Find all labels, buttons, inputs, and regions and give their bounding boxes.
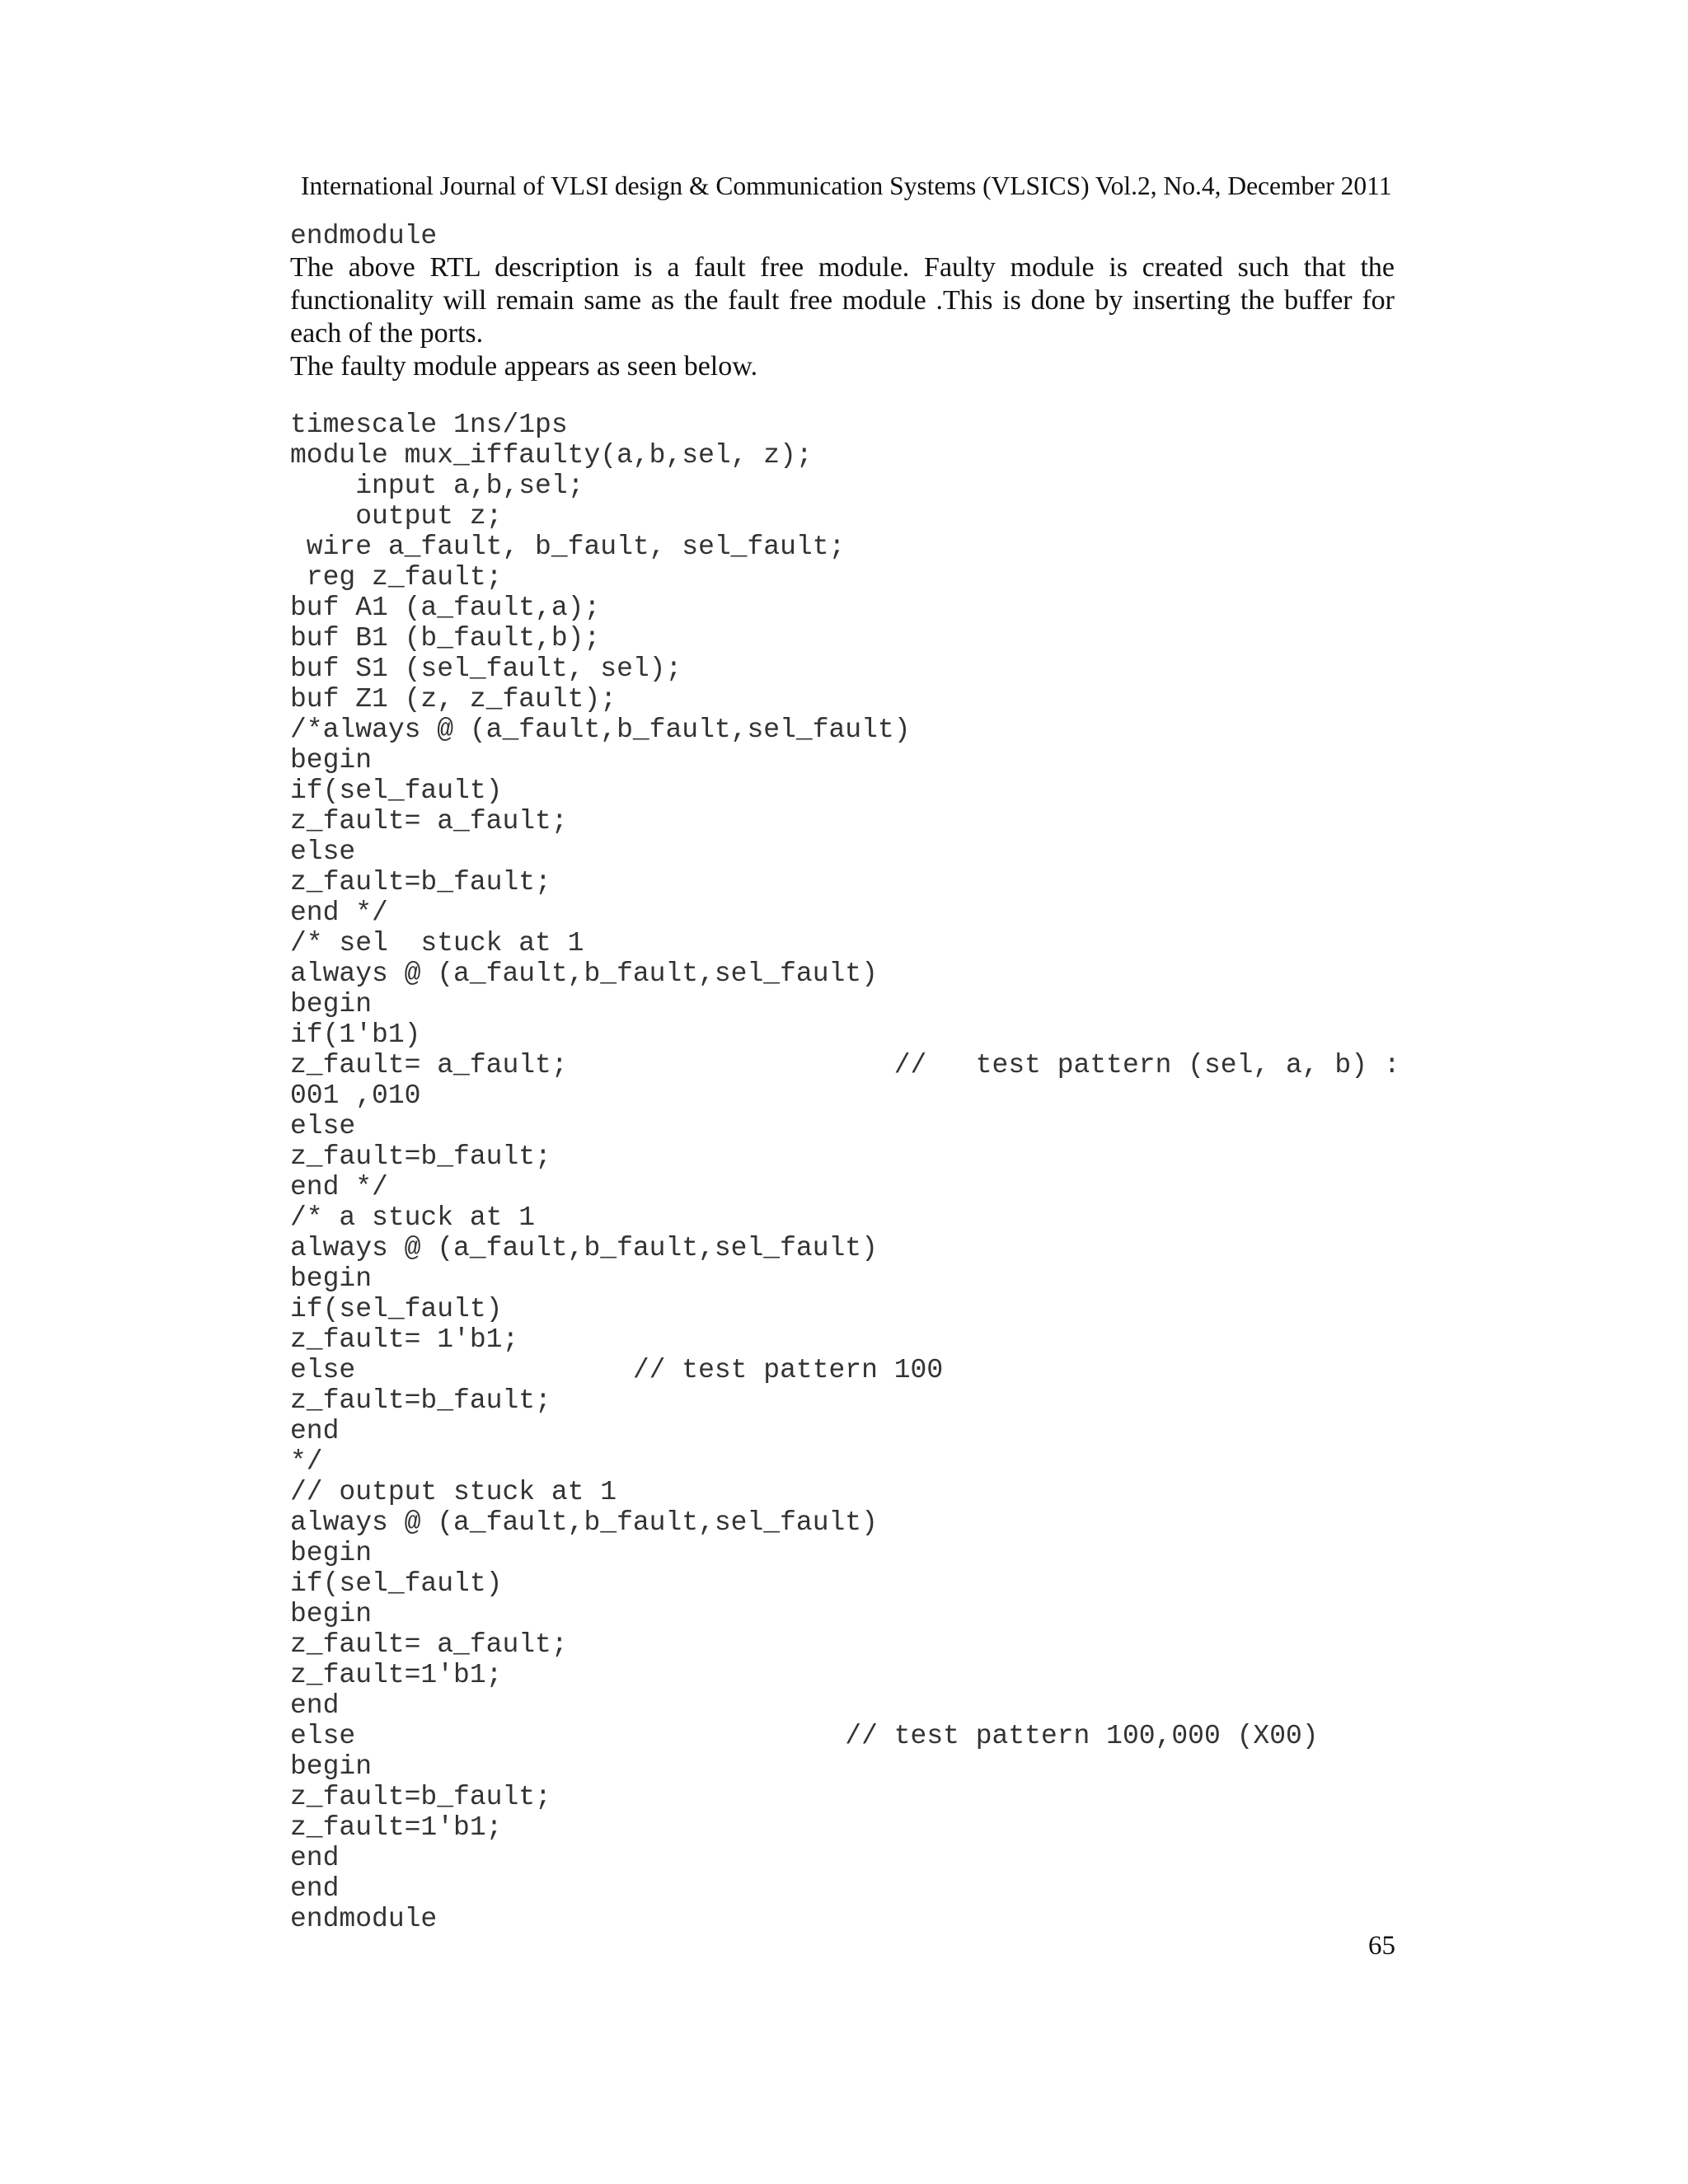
code-line: module mux_iffaulty(a,b,sel, z); — [290, 440, 813, 471]
code-line: /*always @ (a_fault,b_fault,sel_fault) — [290, 715, 911, 745]
code-line: if(sel_fault) — [290, 1294, 503, 1324]
code-line: buf A1 (a_fault,a); — [290, 593, 601, 623]
code-line: begin — [290, 1263, 373, 1294]
code-line: end — [290, 1843, 340, 1873]
code-line: wire a_fault, b_fault, sel_fault; — [290, 532, 846, 562]
body-line: The faulty module appears as seen below. — [290, 351, 758, 382]
code-line: if(sel_fault) — [290, 1568, 503, 1599]
code-line: z_fault=b_fault; — [290, 1782, 551, 1812]
code-line: z_fault=b_fault; — [290, 1385, 551, 1416]
code-line-endmodule: endmodule — [290, 221, 438, 251]
code-line: z_fault= a_fault; // test pattern (sel, a, b) : — [290, 1050, 1400, 1080]
code-line: end — [290, 1873, 340, 1904]
code-line: always @ (a_fault,b_fault,sel_fault) — [290, 1507, 878, 1538]
code-line: endmodule — [290, 1904, 438, 1934]
code-line: buf Z1 (z, z_fault); — [290, 684, 617, 715]
code-line: z_fault=1'b1; — [290, 1812, 503, 1843]
code-line: begin — [290, 1538, 373, 1568]
code-line: begin — [290, 989, 373, 1019]
code-line: begin — [290, 1751, 373, 1782]
code-line: end — [290, 1416, 340, 1446]
code-line: always @ (a_fault,b_fault,sel_fault) — [290, 958, 878, 989]
code-line: else — [290, 837, 356, 867]
code-line: timescale 1ns/1ps — [290, 410, 568, 440]
code-line: output z; — [290, 501, 503, 532]
code-line: if(1'b1) — [290, 1019, 421, 1050]
code-line: begin — [290, 1599, 373, 1629]
code-line: end — [290, 1690, 340, 1721]
code-line: buf S1 (sel_fault, sel); — [290, 654, 682, 684]
code-line: // output stuck at 1 — [290, 1477, 617, 1507]
code-line: z_fault=b_fault; — [290, 867, 551, 898]
code-line: reg z_fault; — [290, 562, 503, 593]
code-line: end */ — [290, 898, 388, 928]
intro-block — [290, 221, 1395, 383]
code-line: z_fault=b_fault; — [290, 1141, 551, 1172]
code-listing — [290, 410, 1411, 1934]
code-line: always @ (a_fault,b_fault,sel_fault) — [290, 1233, 878, 1263]
code-line: else — [290, 1111, 356, 1141]
code-line: 001 ,010 — [290, 1080, 421, 1111]
code-line: z_fault= a_fault; — [290, 806, 568, 837]
code-line: else // test pattern 100 — [290, 1355, 944, 1385]
code-line: z_fault=1'b1; — [290, 1660, 503, 1690]
code-line: */ — [290, 1446, 323, 1477]
code-line: z_fault= 1'b1; — [290, 1324, 519, 1355]
code-line: /* a stuck at 1 — [290, 1202, 536, 1233]
body-paragraph: The above RTL description is a fault free module. Faulty module is created such that the functionality will remain same as the fault free module .This is done by inserting the buffer for each of the ports. — [290, 252, 1395, 349]
code-line: if(sel_fault) — [290, 776, 503, 806]
code-line: /* sel stuck at 1 — [290, 928, 584, 958]
code-line: input a,b,sel; — [290, 471, 584, 501]
code-line: begin — [290, 745, 373, 776]
running-header: International Journal of VLSI design & Communication Systems (VLSICS) Vol.2, No.4, December 2011 — [301, 171, 1392, 200]
code-line: buf B1 (b_fault,b); — [290, 623, 601, 654]
code-line: else // test pattern 100,000 (X00) — [290, 1721, 1319, 1751]
page-number: 65 — [1368, 1931, 1395, 1961]
code-line: z_fault= a_fault; — [290, 1629, 568, 1660]
code-line: end */ — [290, 1172, 388, 1202]
